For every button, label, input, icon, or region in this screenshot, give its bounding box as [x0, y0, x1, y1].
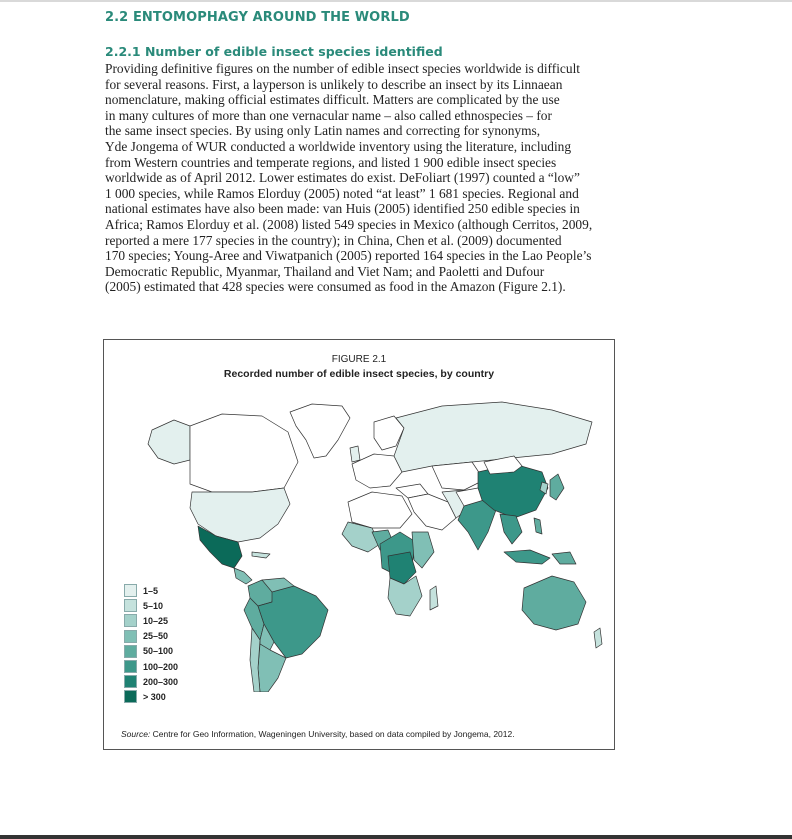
legend-swatch: [124, 645, 137, 658]
world-map: [112, 392, 607, 692]
map-region-caribbean: [252, 552, 270, 558]
figure-label: FIGURE 2.1: [331, 354, 387, 365]
map-region-chile: [250, 628, 260, 692]
map-region-canada: [190, 414, 298, 492]
paragraph-line: 1 000 species, while Ramos Elorduy (2005) noted “at least” 1 681 species. Regional and: [105, 185, 579, 201]
figure-box: [103, 339, 615, 750]
map-region-uk: [350, 446, 360, 462]
legend-label: 5–10: [143, 600, 164, 611]
source-text: Centre for Geo Information, Wageningen University, based on data compiled by Jongema, 2012.: [152, 729, 515, 739]
figure-title: Recorded number of edible insect species, by country: [223, 368, 495, 380]
section-title: 2.2 ENTOMOPHAGY AROUND THE WORLD: [105, 10, 410, 25]
paragraph-line: (2005) estimated that 428 species were consumed as food in the Amazon (Figure 2.1).: [105, 279, 566, 295]
paragraph-line: Providing definitive figures on the number of edible insect species worldwide is difficult: [105, 61, 581, 76]
legend-item: [124, 629, 178, 644]
page-top-rule: [0, 0, 792, 2]
legend-swatch: [124, 599, 137, 612]
subsection-title: 2.2.1 Number of edible insect species identified: [105, 44, 443, 59]
map-region-madagascar: [430, 586, 438, 610]
paragraph-line: reported a mere 177 species in the country); in China, Chen et al. (2009) documented: [105, 232, 562, 248]
map-region-central-america: [234, 568, 252, 584]
paragraph-line: Democratic Republic, Myanmar, Thailand and Viet Nam; and Paoletti and Dufour: [105, 263, 545, 279]
legend-label: 10–25: [143, 615, 169, 626]
map-region-alaska: [148, 420, 190, 464]
body-paragraph: [105, 61, 619, 295]
map-region-australia: [522, 576, 586, 630]
map-region-greenland: [290, 404, 350, 458]
legend-label: 100–200: [143, 661, 179, 672]
map-region-india: [458, 500, 496, 550]
legend-swatch: [124, 660, 137, 673]
legend-label: > 300: [143, 691, 166, 702]
legend-label: 50–100: [143, 646, 174, 657]
legend-swatch: [124, 584, 137, 597]
legend-label: 1–5: [143, 585, 159, 596]
legend-swatch: [124, 675, 137, 688]
paragraph-line: Yde Jongema of WUR conducted a worldwide inventory using the literature, including: [105, 138, 572, 154]
figure-source: [121, 729, 515, 739]
legend-item: [124, 659, 178, 674]
map-region-indonesia: [504, 550, 550, 564]
legend-item: [124, 674, 178, 689]
paragraph-line: from Western countries and temperate regions, and listed 1 900 edible insect species: [105, 154, 557, 170]
map-region-papua: [552, 552, 576, 564]
map-region-kazakhstan: [432, 462, 484, 490]
legend-swatch: [124, 614, 137, 627]
page-bottom-rule: [0, 835, 792, 839]
paragraph-line: 170 species; Young-Aree and Viwatpanich (2005) reported 164 species in the Lao People’s: [105, 248, 592, 264]
source-prefix: Source:: [121, 729, 151, 739]
map-region-japan: [550, 474, 564, 500]
paragraph-line: Africa; Ramos Elorduy et al. (2008) listed 549 species in Mexico (although Cerritos, 2009,: [105, 216, 593, 232]
paragraph-line: the same insect species. By using only Latin names and correcting for synonyms,: [105, 123, 541, 139]
map-legend: [124, 583, 178, 705]
legend-item: [124, 583, 178, 598]
paragraph-line: in many cultures of more than one vernacular name – also called ethnospecies – for: [105, 107, 552, 123]
legend-label: 25–50: [143, 631, 169, 642]
legend-item: [124, 613, 178, 628]
map-region-east-africa: [412, 532, 434, 568]
paragraph-line: for several reasons. First, a layperson is unlikely to describe an insect by its Linnaean: [105, 76, 563, 92]
paragraph-line: worldwide as of April 2012. Lower estimates do exist. DeFoliart (1997) counted a “low”: [105, 170, 580, 186]
paragraph-line: nomenclature, making official estimates difficult. Matters are complicated by the use: [105, 92, 560, 108]
legend-label: 200–300: [143, 676, 179, 687]
map-region-north-africa: [348, 492, 412, 528]
legend-item: [124, 598, 178, 613]
legend-swatch: [124, 690, 137, 703]
map-region-mainland-se-asia: [500, 514, 522, 544]
legend-item: [124, 644, 178, 659]
legend-swatch: [124, 630, 137, 643]
map-region-philippines: [534, 518, 542, 534]
paragraph-line: national estimates have also been made: van Huis (2005) identified 250 edible species in: [105, 201, 580, 217]
map-region-new-zealand: [594, 628, 602, 648]
legend-item: [124, 689, 178, 704]
